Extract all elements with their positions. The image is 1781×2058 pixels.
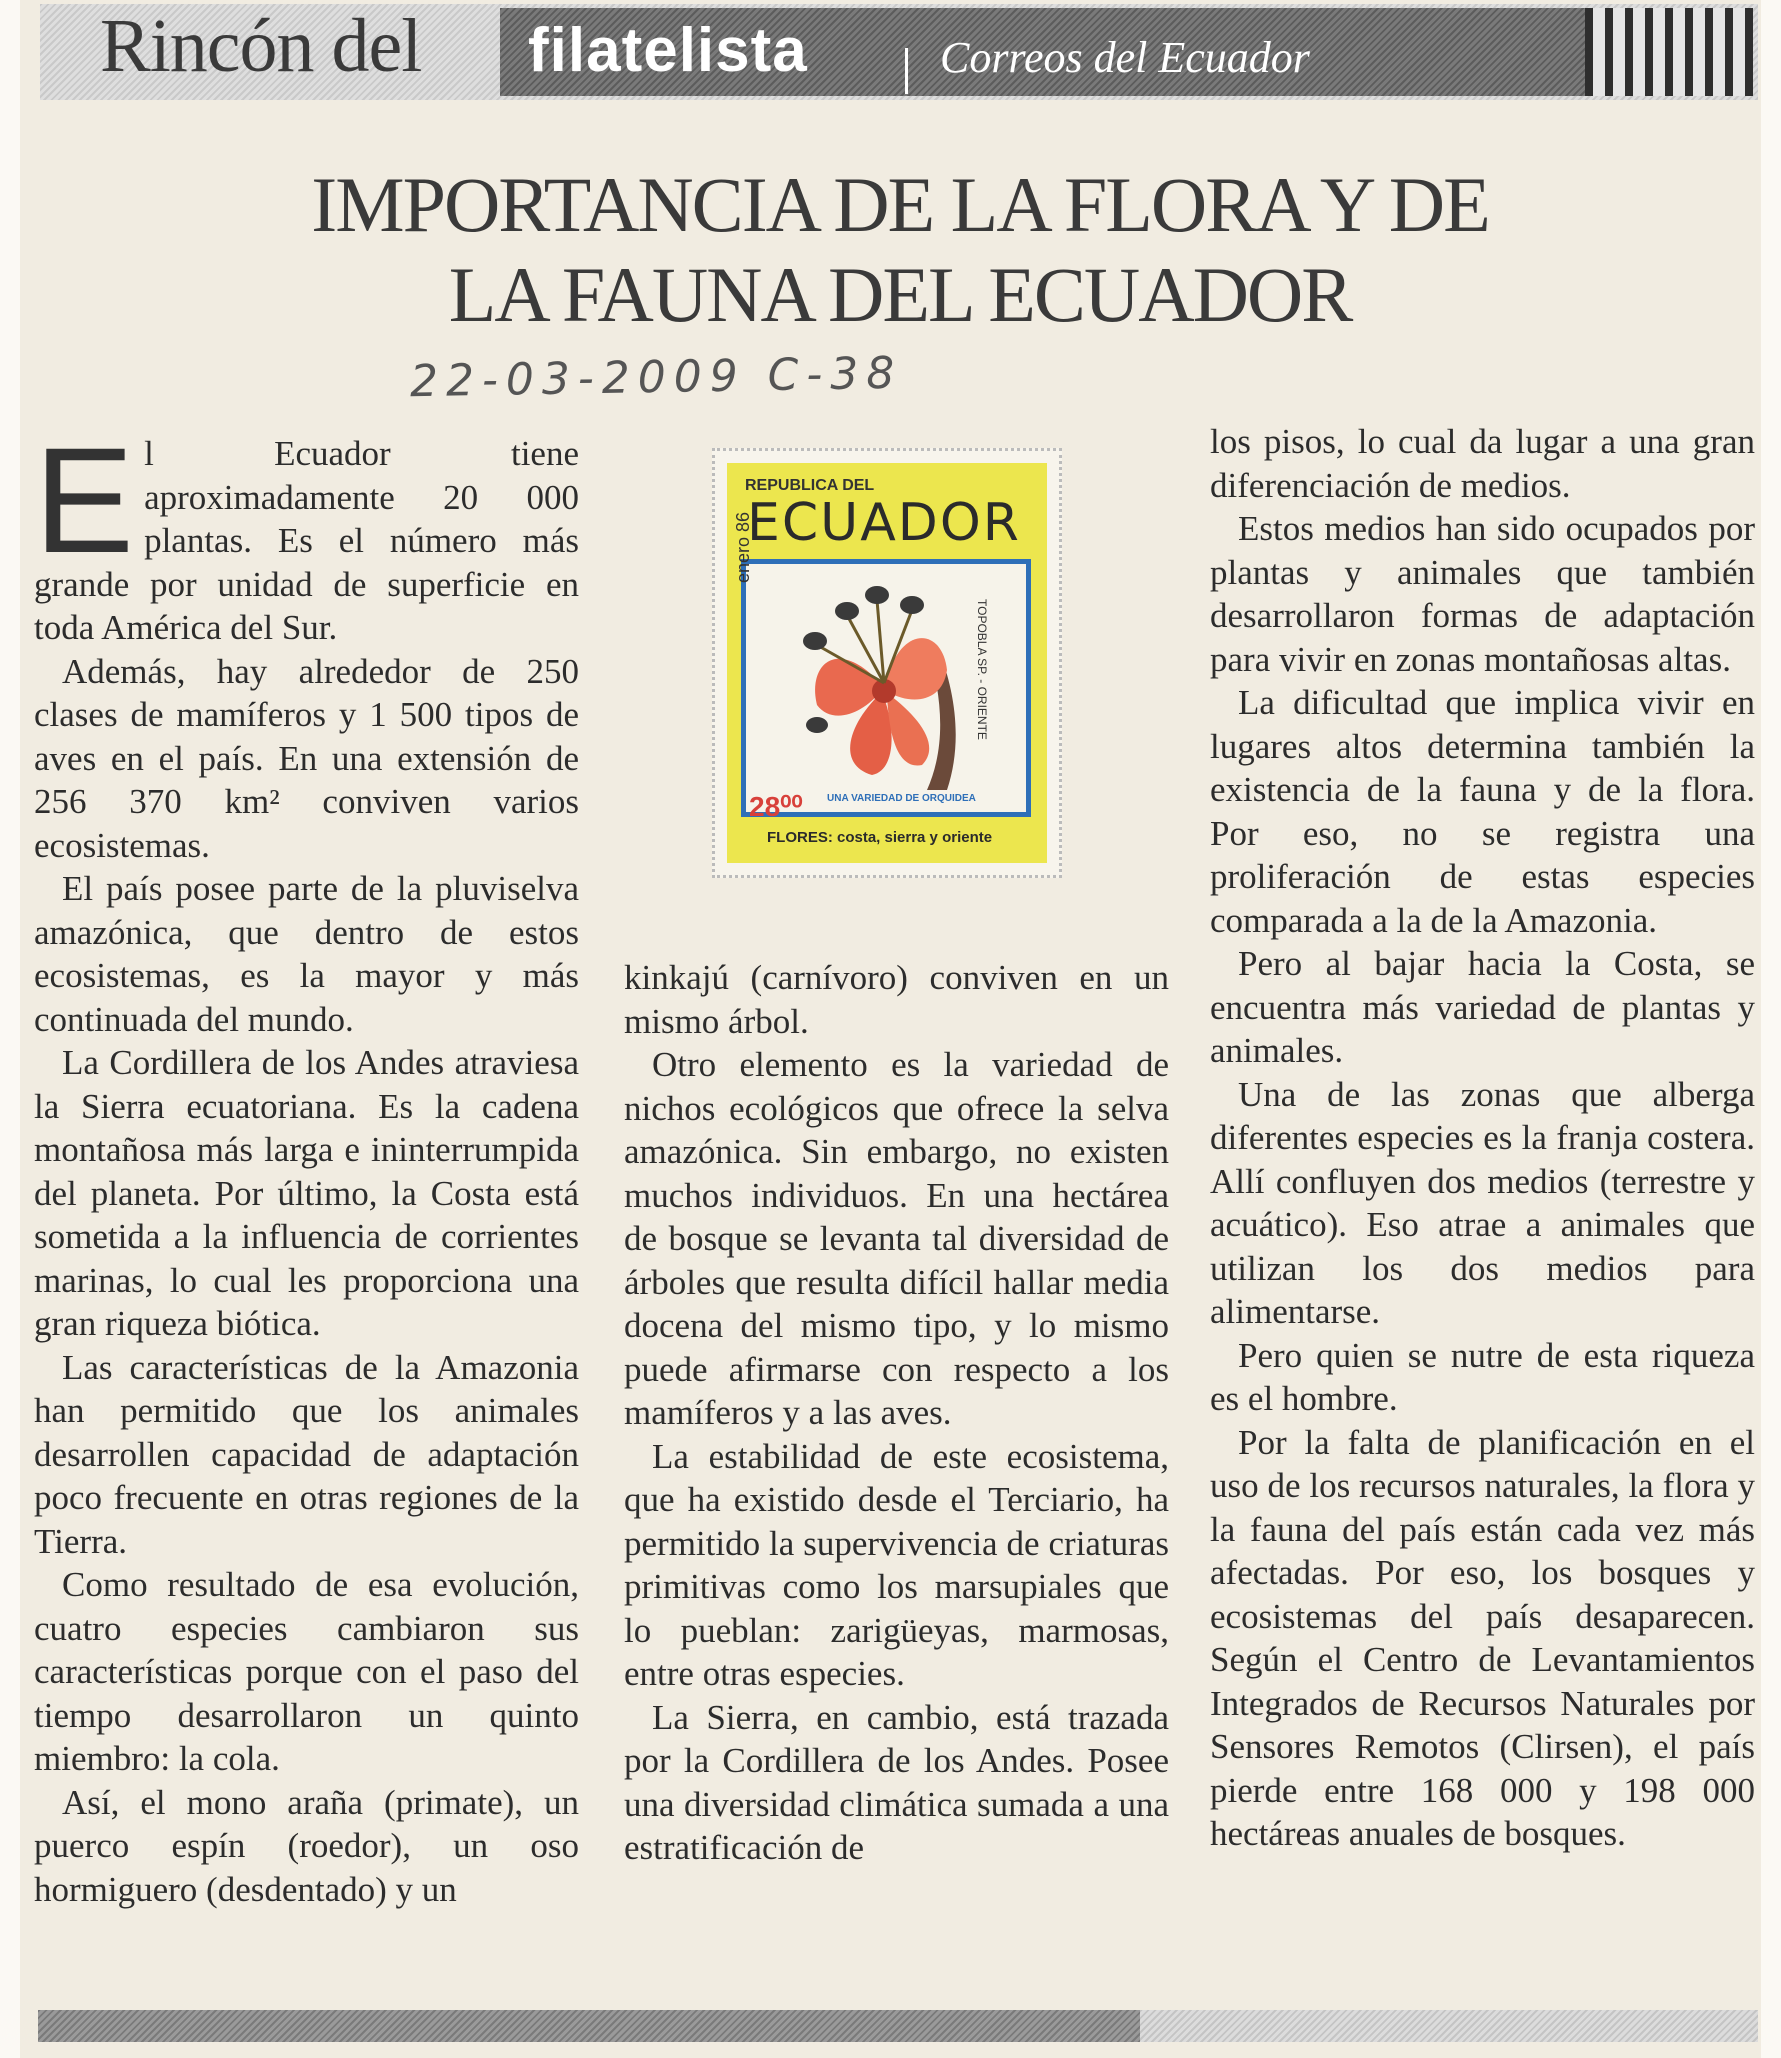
paragraph: kinkajú (carnívoro) conviven en un mismo árbol. [624,958,1169,1041]
paragraph: La Cordillera de los Andes atraviesa la Sierra ecuatoriana. Es la cadena montañosa más larga e ininterrumpida del planeta. Por último, la Costa está sometida a la influencia de corrientes marinas, lo cual les proporciona una gran riqueza biótica. [34,1043,579,1343]
paragraph: La dificultad que implica vivir en lugares altos determina también la existencia de la fauna y de la flora. Por eso, no se registra una proliferación de estas especies comparada a la de la Amazonia. [1210,683,1755,940]
stamp-description: UNA VARIEDAD DE ORQUIDEA [827,793,976,804]
headline-line-2: LA FAUNA DEL ECUADOR [448,251,1352,338]
paragraph: El Ecuador tiene aproximadamente 20 000 plantas. Es el número más grande por unidad de superficie en toda América del Sur. [34,416,579,647]
paragraph: La Sierra, en cambio, está trazada por la Cordillera de los Andes. Posee una diversidad climática sumada a una estratificación de [624,1697,1169,1867]
section-title-filatelista: filatelista [528,16,808,85]
paragraph: Una de las zonas que alberga diferentes especies es la franja costera. Allí confluyen dos medios (terrestre y acuático). Eso atrae a animales que utilizan los dos medios para alimentarse. [1210,1074,1755,1331]
section-source-correos: Correos del Ecuador [940,33,1310,82]
paragraph: Así, el mono araña (primate), un puerco espín (roedor), un oso hormiguero (desdentado) y un [34,1782,579,1909]
stamp-face [727,463,1047,863]
stamp-author-credit: TOPOBLA SP. - ORIENTE [975,599,989,740]
paragraph: Por la falta de planificación en el uso de los recursos naturales, la flora y la fauna del país están cada vez más afectadas. Por eso, los bosques y ecosistemas del país desaparecen. Según el Centro de Levantamientos Integrados de Recursos Naturales por Sensores Remotos (Clirsen), el país pierde entre 168 000 y 198 000 hectáreas anuales de bosques. [1210,1422,1755,1853]
paragraph: Otro elemento es la variedad de nichos ecológicos que ofrece la selva amazónica. Sin embargo, no existen muchos individuos. En una hectárea de bosque se levanta tal diversidad de árboles que resulta difícil hallar media docena del mismo tipo, y lo mismo puede afirmarse con respecto a los mamíferos y a las aves. [624,1045,1169,1432]
stamp-issue-date: enero 86 [733,511,753,583]
paragraph: Las características de la Amazonia han permitido que los animales desarrollen capacidad de adaptación poco frecuente en otras regiones de la Tierra. [34,1347,579,1561]
paragraph: Pero quien se nutre de esta riqueza es el hombre. [1210,1335,1755,1418]
drop-cap: E [34,416,135,584]
handwritten-date-note: 22-03-2009 C-38 [409,347,903,408]
headline-line-1: IMPORTANCIA DE LA FLORA Y DE [311,161,1489,248]
article-column-2 [624,956,1169,1870]
paragraph: los pisos, lo cual da lugar a una gran diferenciación de medios. [1210,422,1755,505]
article-column-1 [34,416,579,1911]
paragraph: Pero al bajar hacia la Costa, se encuentra más variedad de plantas y animales. [1210,944,1755,1070]
paragraph: Como resultado de esa evolución, cuatro especies cambiaron sus características porque con el paso del tiempo desarrollaron un quinto miembro: la cola. [34,1565,579,1778]
stamp-country-name: ECUADOR [747,493,1021,553]
paragraph: Estos medios han sido ocupados por plantas y animales que también desarrollaron formas de adaptación para vivir en zonas montañosas altas. [1210,509,1755,679]
stamp-price: 28⁰⁰ [749,791,803,822]
header-barcode-decoration [1585,8,1753,96]
section-title-rincon: Rincón del [100,4,422,88]
stamp-republica-label: REPUBLICA DEL [745,477,875,494]
paragraph: Además, hay alrededor de 250 clases de mamíferos y 1 500 tipos de aves en el país. En una extensión de 256 370 km² conviven varios ecosistemas. [34,651,579,865]
stamp-series-label: FLORES: costa, sierra y oriente [767,829,993,846]
article-column-3 [1210,420,1755,1856]
header-separator [905,48,908,94]
footer-band-light [1140,2010,1758,2042]
orchid-flower-icon [777,575,987,795]
postage-stamp [712,448,1062,878]
paragraph: La estabilidad de este ecosistema, que ha existido desde el Terciario, ha permitido la supervivencia de criaturas primitivas como los marsupiales que lo pueblan: zarigüeyas, marmosas, entre otras especies. [624,1436,1169,1693]
article-headline [150,160,1650,340]
paragraph: El país posee parte de la pluviselva amazónica, que dentro de estos ecosistemas, es la mayor y más continuada del mundo. [34,869,579,1039]
